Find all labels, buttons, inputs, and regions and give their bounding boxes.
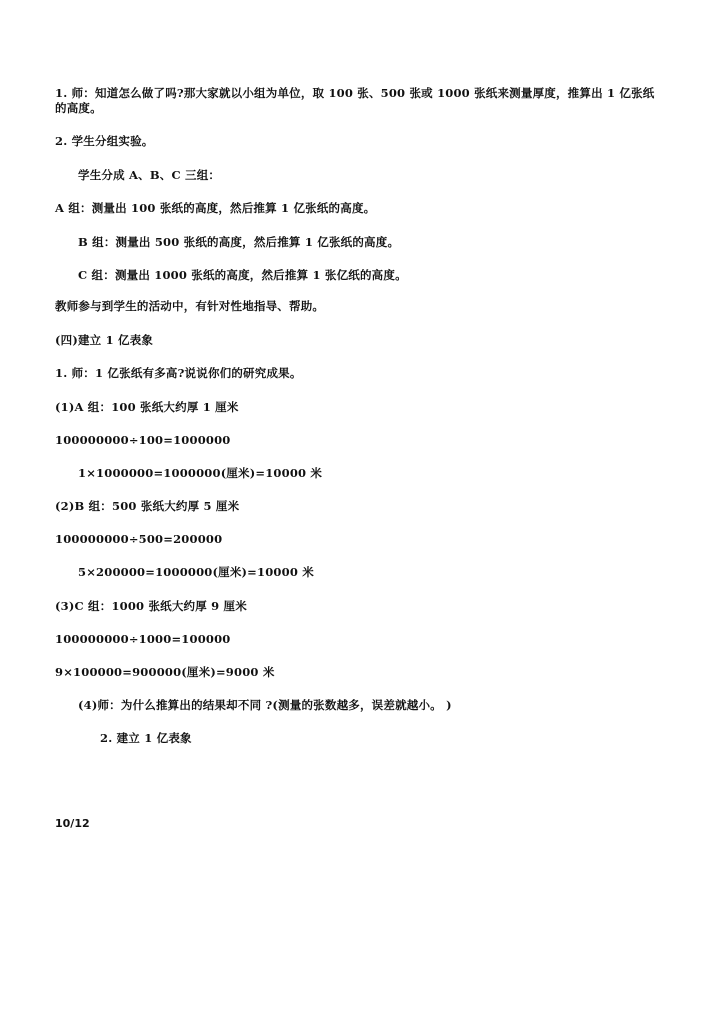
result-b-calc-1: 100000000÷500=200000 [55, 532, 223, 546]
paragraph-teacher-intro: 1. 师：知道怎么做了吗?那大家就以小组为单位，取 100 张、500 张或 1000 张纸来测量厚度，推算出 1 亿张纸的高度。 [55, 86, 655, 115]
paragraph-group-a: A 组：测量出 100 张纸的高度，然后推算 1 亿张纸的高度。 [55, 201, 376, 215]
result-b-calc-2: 5×200000=1000000(厘米)=10000 米 [78, 565, 314, 579]
result-a-calc-2: 1×1000000=1000000(厘米)=10000 米 [78, 466, 323, 480]
paragraph-group-division: 学生分成 A、B、C 三组： [78, 168, 221, 182]
subsection-heading: 2. 建立 1 亿表象 [100, 731, 192, 745]
paragraph-teacher-question: 1. 师：1 亿张纸有多高?说说你们的研究成果。 [55, 366, 302, 380]
result-c-heading: (3)C 组：1000 张纸大约厚 9 厘米 [55, 599, 247, 613]
result-c-calc-1: 100000000÷1000=100000 [55, 632, 231, 646]
section-heading: (四)建立 1 亿表象 [55, 333, 154, 347]
result-c-calc-2: 9×100000=900000(厘米)=9000 米 [55, 665, 275, 679]
result-b-heading: (2)B 组：500 张纸大约厚 5 厘米 [55, 499, 240, 513]
paragraph-group-b: B 组：测量出 500 张纸的高度，然后推算 1 亿张纸的高度。 [78, 235, 400, 249]
paragraph-group-experiment: 2. 学生分组实验。 [55, 134, 154, 148]
paragraph-group-c: C 组：测量出 1000 张纸的高度，然后推算 1 张亿纸的高度。 [78, 268, 407, 282]
result-a-heading: (1)A 组：100 张纸大约厚 1 厘米 [55, 400, 239, 414]
paragraph-teacher-why: (4)师：为什么推算出的结果却不同 ?(测量的张数越多，误差就越小。 ) [78, 698, 452, 712]
paragraph-teacher-guidance: 教师参与到学生的活动中，有针对性地指导、帮助。 [55, 299, 325, 313]
result-a-calc-1: 100000000÷100=1000000 [55, 433, 231, 447]
page-number: 10/12 [55, 817, 90, 830]
